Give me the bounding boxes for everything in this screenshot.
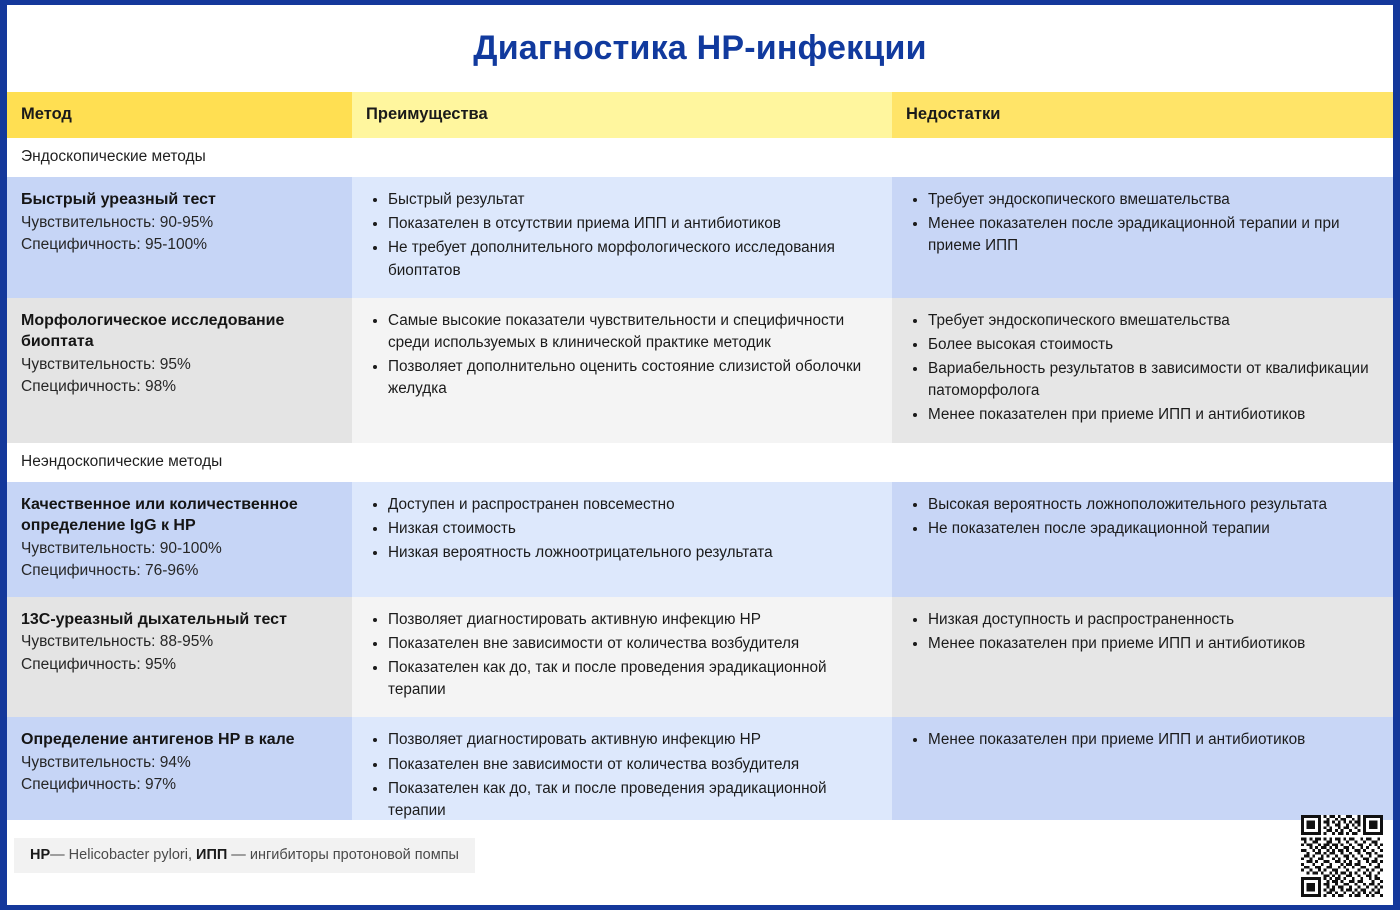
method-name: Качественное или количественное определение IgG к HP <box>21 495 298 535</box>
qr-code-icon[interactable] <box>1301 815 1383 897</box>
method-cell <box>7 597 352 718</box>
cons-item: Менее показателен при приеме ИПП и антибиотиков <box>926 404 1381 426</box>
pros-item: Самые высокие показатели чувствительности и специфичности среди используемых в клинической практике методик <box>386 310 878 354</box>
footer <box>7 820 1393 905</box>
table-header <box>7 92 1395 138</box>
method-cell <box>7 482 352 597</box>
table-body <box>7 138 1395 838</box>
pros-cell <box>352 298 892 443</box>
section-header-label: Эндоскопические методы <box>7 138 1395 177</box>
cons-item: Низкая доступность и распространенность <box>926 609 1381 631</box>
cons-item: Не показателен после эрадикационной терапии <box>926 518 1381 540</box>
pros-cell <box>352 597 892 718</box>
method-specificity: Специфичность: 76-96% <box>21 562 199 580</box>
method-specificity: Специфичность: 98% <box>21 378 176 396</box>
legend-abbr-hp: HP <box>30 847 51 863</box>
pros-cell <box>352 177 892 298</box>
pros-item: Показателен как до, так и после проведения эрадикационной терапии <box>386 657 878 701</box>
cons-cell <box>892 597 1395 718</box>
header-row <box>7 92 1395 138</box>
pros-item: Низкая стоимость <box>386 518 878 540</box>
pros-item: Показателен вне зависимости от количества возбудителя <box>386 633 878 655</box>
cons-cell <box>892 298 1395 443</box>
cons-cell-list <box>906 494 1381 540</box>
method-specificity: Специфичность: 95% <box>21 655 176 673</box>
title-bar <box>7 5 1393 92</box>
cons-cell <box>892 177 1395 298</box>
pros-cell-list <box>366 189 878 282</box>
abbreviation-legend <box>14 838 475 873</box>
table-row <box>7 482 1395 597</box>
method-name: Определение антигенов HP в кале <box>21 731 295 749</box>
cons-cell-list <box>906 609 1381 655</box>
cons-item: Менее показателен после эрадикационной терапии и при приеме ИПП <box>926 213 1381 257</box>
method-specificity: Специфичность: 95-100% <box>21 236 207 254</box>
cons-cell <box>892 482 1395 597</box>
pros-cell-list <box>366 494 878 565</box>
cons-item: Высокая вероятность ложноположительного результата <box>926 494 1381 516</box>
diagnostics-table <box>7 92 1395 838</box>
cons-item: Вариабельность результатов в зависимости от квалификации патоморфолога <box>926 358 1381 402</box>
page-title: Диагностика HP-инфекции <box>473 29 927 67</box>
method-sensitivity: Чувствительность: 88-95% <box>21 633 214 651</box>
cons-item: Более высокая стоимость <box>926 334 1381 356</box>
method-name: Морфологическое исследование биоптата <box>21 311 285 351</box>
method-sensitivity: Чувствительность: 94% <box>21 753 191 771</box>
method-name: 13С-уреазный дыхательный тест <box>21 610 287 628</box>
section-header-row <box>7 138 1395 177</box>
table-row <box>7 597 1395 718</box>
legend-abbr-ipp: ИПП <box>196 847 228 863</box>
column-header-method: Метод <box>7 92 352 138</box>
pros-item: Доступен и распространен повсеместно <box>386 494 878 516</box>
pros-cell-list <box>366 609 878 702</box>
cons-cell-list <box>906 729 1381 751</box>
pros-item: Показателен вне зависимости от количества возбудителя <box>386 754 878 776</box>
pros-cell-list <box>366 310 878 401</box>
method-specificity: Специфичность: 97% <box>21 776 176 794</box>
pros-item: Низкая вероятность ложноотрицательного результата <box>386 542 878 564</box>
section-header-row <box>7 443 1395 482</box>
pros-item: Быстрый результат <box>386 189 878 211</box>
pros-item: Позволяет дополнительно оценить состояние слизистой оболочки желудка <box>386 356 878 400</box>
table-row <box>7 177 1395 298</box>
column-header-pros: Преимущества <box>352 92 892 138</box>
cons-item: Менее показателен при приеме ИПП и антибиотиков <box>926 729 1381 751</box>
pros-cell-list <box>366 729 878 822</box>
legend-text-hp: — Helicobacter pylori, <box>50 847 197 863</box>
pros-cell <box>352 482 892 597</box>
method-cell <box>7 298 352 443</box>
cons-item: Менее показателен при приеме ИПП и антибиотиков <box>926 633 1381 655</box>
cons-item: Требует эндоскопического вмешательства <box>926 310 1381 332</box>
legend-text-ipp: — ингибиторы протоновой помпы <box>227 847 459 863</box>
method-cell <box>7 177 352 298</box>
pros-item: Позволяет диагностировать активную инфекцию HP <box>386 729 878 751</box>
column-header-cons: Недостатки <box>892 92 1395 138</box>
pros-item: Показателен как до, так и после проведения эрадикационной терапии <box>386 778 878 822</box>
cons-cell-list <box>906 189 1381 258</box>
cons-cell-list <box>906 310 1381 427</box>
pros-item: Позволяет диагностировать активную инфекцию HP <box>386 609 878 631</box>
method-sensitivity: Чувствительность: 90-95% <box>21 213 214 231</box>
method-sensitivity: Чувствительность: 95% <box>21 355 191 373</box>
cons-item: Требует эндоскопического вмешательства <box>926 189 1381 211</box>
method-name: Быстрый уреазный тест <box>21 191 216 208</box>
pros-item: Не требует дополнительного морфологического исследования биоптатов <box>386 237 878 281</box>
method-sensitivity: Чувствительность: 90-100% <box>21 539 222 557</box>
table-row <box>7 298 1395 443</box>
section-header-label: Неэндоскопические методы <box>7 443 1395 482</box>
pros-item: Показателен в отсутствии приема ИПП и антибиотиков <box>386 213 878 235</box>
